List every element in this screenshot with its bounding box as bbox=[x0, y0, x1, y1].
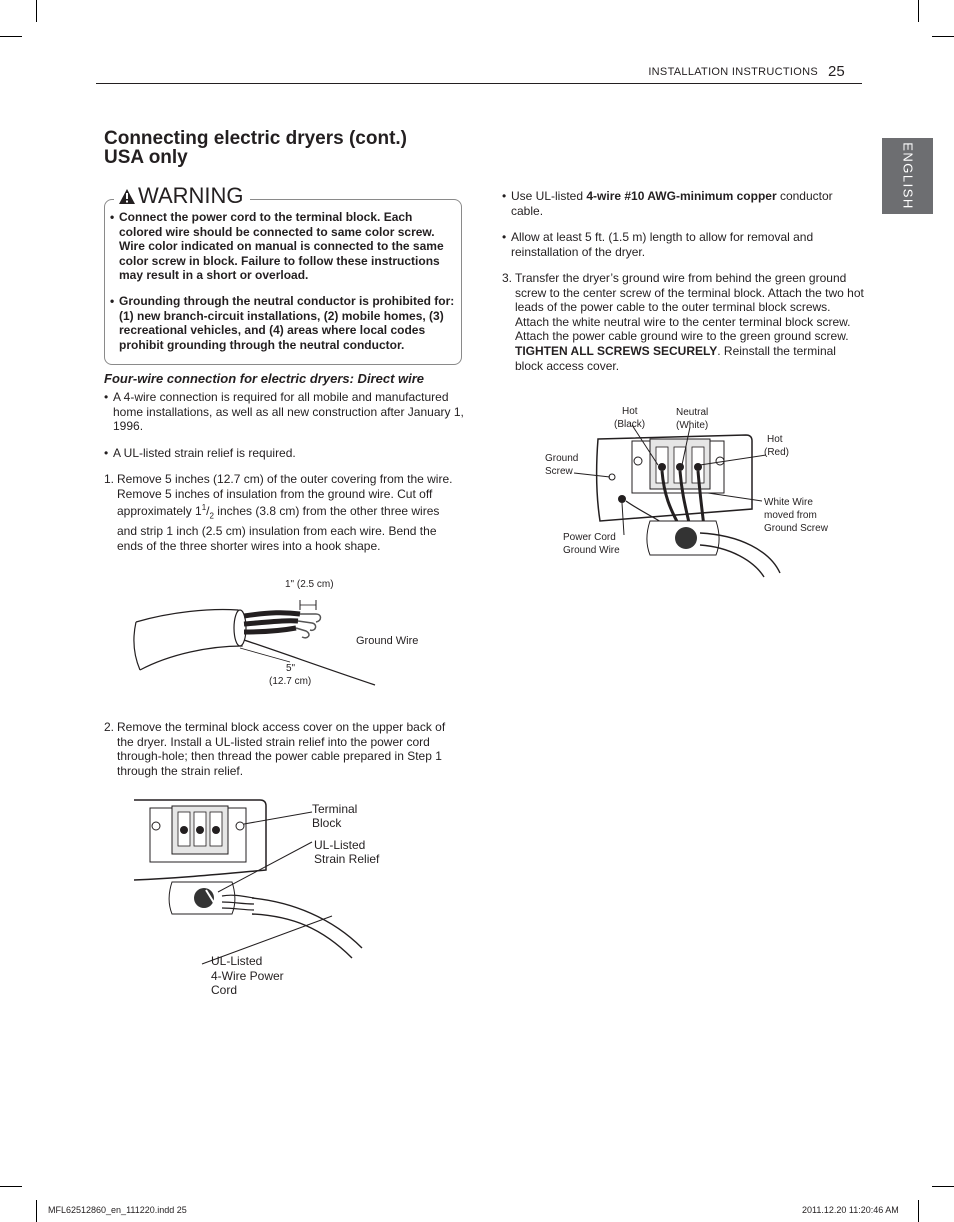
step-2 bbox=[104, 720, 462, 778]
bullet-item: • Allow at least 5 ft. (1.5 m) length to allow for removal and reinstallation of the dryer. bbox=[502, 230, 862, 259]
step-text: Transfer the dryer’s ground wire from behind the green ground screw to the center screw of the terminal block. Attach the two hot leads of the power cable to the outer terminal block screws. Attach the white neutral wire to the center terminal block screw. Attach the power cable ground wire to the green ground screw. TIGHTEN ALL SCREWS SECURELY. Reinstall the terminal block access cover. bbox=[515, 271, 864, 373]
crop-mark bbox=[0, 36, 22, 37]
crop-mark bbox=[918, 0, 919, 22]
language-tab bbox=[882, 138, 933, 214]
bullet-item: • Use UL-listed 4-wire #10 AWG-minimum copper conductor cable. bbox=[502, 189, 862, 218]
header-rule bbox=[96, 83, 862, 84]
crop-mark bbox=[36, 1200, 37, 1222]
step-number: 3. bbox=[502, 271, 513, 285]
step-text: Remove the terminal block access cover on the upper back of the dryer. Install a UL-listed strain relief into the power cord through-hole; then thread the power cable prepared in Step 1 through the strain relief. bbox=[117, 720, 446, 778]
bullet-item: • A UL-listed strain relief is required. bbox=[104, 446, 464, 461]
page-number: 25 bbox=[828, 63, 845, 80]
dimension-label-1in: 1" (2.5 cm) bbox=[285, 579, 334, 590]
page-title-line1: Connecting electric dryers (cont.) bbox=[104, 128, 408, 149]
ground-wire-label: Ground Wire bbox=[356, 635, 419, 647]
warning-heading bbox=[114, 183, 250, 209]
bullet-text: Use UL-listed 4-wire #10 AWG-minimum copper conductor cable. bbox=[511, 189, 833, 218]
warning-heading-text: WARNING bbox=[138, 183, 244, 208]
step-number: 1. bbox=[104, 472, 115, 486]
warning-item-text: Connect the power cord to the terminal block. Each colored wire should be connected to same color screw. Wire color indicated on manual is connected to the same color screw in block. Failure to follow these instructions may result in a short or overload. bbox=[119, 210, 444, 283]
warning-item: • Grounding through the neutral conductor is prohibited for: (1) new branch-circuit installations, (2) mobile homes, (3) recreational vehicles, and (4) areas where local codes prohibit grounding through the neutral conductor. bbox=[110, 294, 455, 352]
step-3 bbox=[502, 271, 864, 373]
bullet-text: Allow at least 5 ft. (1.5 m) length to allow for removal and reinstallation of the dryer. bbox=[511, 230, 814, 259]
footer-timestamp: 2011.12.20 11:20:46 AM bbox=[802, 1205, 899, 1215]
hot-black-label: Hot (Black) bbox=[614, 406, 646, 430]
page-title bbox=[104, 129, 407, 167]
step-number: 2. bbox=[104, 720, 115, 734]
crop-mark bbox=[0, 1186, 22, 1187]
page-title-line2: USA only bbox=[104, 147, 188, 168]
warning-item: • Connect the power cord to the terminal block. Each colored wire should be connected to same color screw. Wire color indicated on manual is connected to the same color screw in block. Failure to follow these instructions may result in a short or overload. bbox=[110, 210, 456, 283]
step-text: Remove 5 inches (12.7 cm) of the outer covering from the wire. Remove 5 inches of insulation from the ground wire. Cut off approximately $1^1/_2$ inches (3.8 cm) from the other three wires and strip 1 inch (2.5 cm) insulation from each wire. Bend the ends of the three shorter wires into a hook shape. bbox=[117, 472, 453, 553]
crop-mark bbox=[36, 0, 37, 22]
crop-mark bbox=[918, 1200, 919, 1222]
footer-file: MFL62512860_en_111220.indd 25 bbox=[48, 1205, 187, 1215]
step-1 bbox=[104, 472, 462, 553]
stripped-cable-illustration bbox=[130, 590, 390, 700]
warning-triangle-icon bbox=[118, 188, 136, 205]
crop-mark bbox=[932, 1186, 954, 1187]
bullet-text: A UL-listed strain relief is required. bbox=[113, 446, 296, 460]
dimension-label-5in: 5" bbox=[286, 663, 296, 674]
four-wire-heading: Four-wire connection for electric dryers: Direct wire bbox=[104, 371, 425, 386]
warning-item-text: Grounding through the neutral conductor is prohibited for: (1) new branch-circuit installations, (2) mobile homes, (3) recreational vehicles, and (4) areas where local codes prohibit grounding through the neutral conductor. bbox=[119, 294, 455, 352]
language-tab-label: ENGLISH bbox=[900, 142, 915, 210]
dimension-label-5in-metric: (12.7 cm) bbox=[269, 676, 312, 687]
crop-mark bbox=[932, 36, 954, 37]
neutral-white-label: Neutral (White) bbox=[676, 407, 709, 431]
ground-screw-label: Ground Screw bbox=[545, 453, 579, 477]
power-cord-ground-label: Power Cord Ground Wire bbox=[563, 532, 620, 556]
white-wire-label: White Wire moved from Ground Screw bbox=[764, 497, 828, 534]
bullet-text: A 4-wire connection is required for all mobile and manufactured home installations, as well as all new construction after January 1, 1996. bbox=[113, 390, 464, 434]
section-title: INSTALLATION INSTRUCTIONS bbox=[648, 66, 818, 78]
power-cord-label: UL-Listed 4-Wire Power Cord bbox=[211, 954, 284, 997]
hot-red-label: Hot (Red) bbox=[764, 434, 790, 458]
bullet-item: • A 4-wire connection is required for all mobile and manufactured home installations, as well as all new construction after January 1, 1996. bbox=[104, 390, 464, 434]
terminal-block-label: Terminal Block bbox=[312, 802, 358, 830]
strain-relief-label: UL-Listed Strain Relief bbox=[314, 838, 380, 866]
